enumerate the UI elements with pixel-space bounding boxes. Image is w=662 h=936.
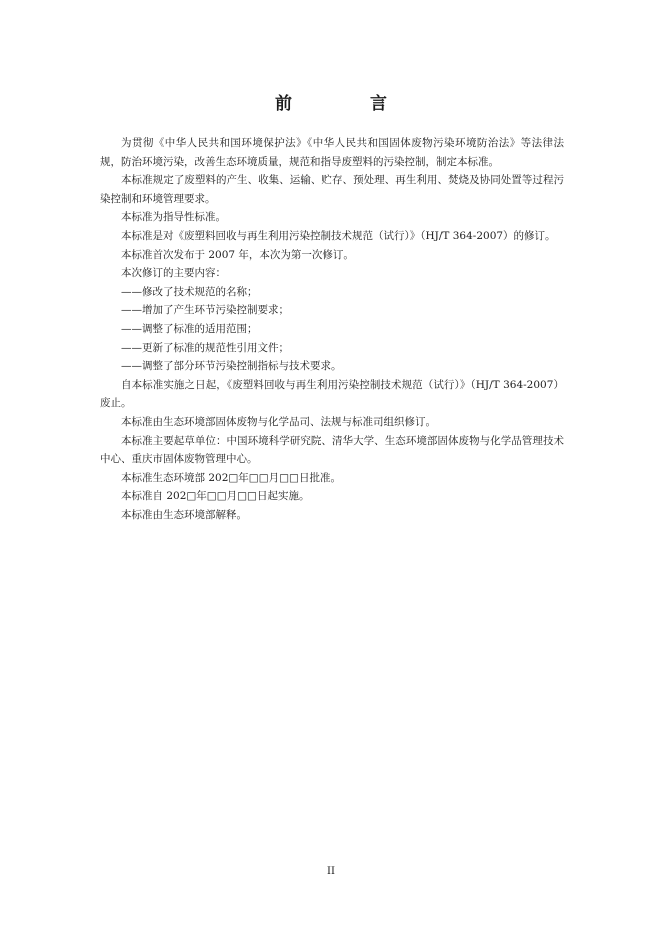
list-item-change: ——更新了标准的规范性引用文件； — [121, 341, 289, 354]
body-text — [100, 134, 564, 524]
list-item-change: ——调整了标准的适用范围； — [121, 322, 258, 335]
paragraph-repeal: 自本标准实施之日起，《废塑料回收与再生利用污染控制技术规范（试行）》（HJ/T 364-2007）废止。 — [100, 378, 564, 410]
paragraph-interpretation: 本标准由生态环境部解释。 — [121, 508, 247, 521]
paragraph-revision-of: 本标准是对《废塑料回收与再生利用污染控制技术规范（试行）》（HJ/T 364-2007）的修订。 — [121, 229, 556, 242]
paragraph-organizer: 本标准由生态环境部固体废物与化学品司、法规与标准司组织修订。 — [121, 415, 436, 428]
list-item-change: ——增加了产生环节污染控制要求； — [121, 304, 289, 317]
page-number: II — [327, 866, 335, 877]
paragraph-scope: 本标准规定了废塑料的产生、收集、运输、贮存、预处理、再生利用、焚烧及协同处置等过程污染控制和环境管理要求。 — [100, 174, 564, 205]
paragraph-effective-date: 本标准自 202□年□□月□□日起实施。 — [121, 490, 310, 503]
paragraph-approval-date: 本标准生态环境部 202□年□□月□□日批准。 — [121, 471, 341, 484]
paragraph-changes-heading: 本次修订的主要内容： — [121, 267, 226, 280]
paragraph-first-release: 本标准首次发布于 2007 年，本次为第一次修订。 — [121, 248, 354, 261]
list-item-change: ——调整了部分环节污染控制指标与技术要求。 — [121, 360, 342, 373]
paragraph-drafters: 本标准主要起草单位：中国环境科学研究院、清华大学、生态环境部固体废物与化学品管理技术中心、重庆市固体废物管理中心。 — [100, 434, 564, 466]
paragraph-guidance: 本标准为指导性标准。 — [121, 211, 226, 224]
paragraph-purpose: 为贯彻《中华人民共和国环境保护法》《中华人民共和国固体废物污染环境防治法》等法律法规，防治环境污染，改善生态环境质量，规范和指导废塑料的污染控制，制定本标准。 — [100, 137, 564, 168]
list-item-change: ——修改了技术规范的名称； — [121, 285, 258, 298]
page-title: 前 言 — [275, 94, 423, 114]
